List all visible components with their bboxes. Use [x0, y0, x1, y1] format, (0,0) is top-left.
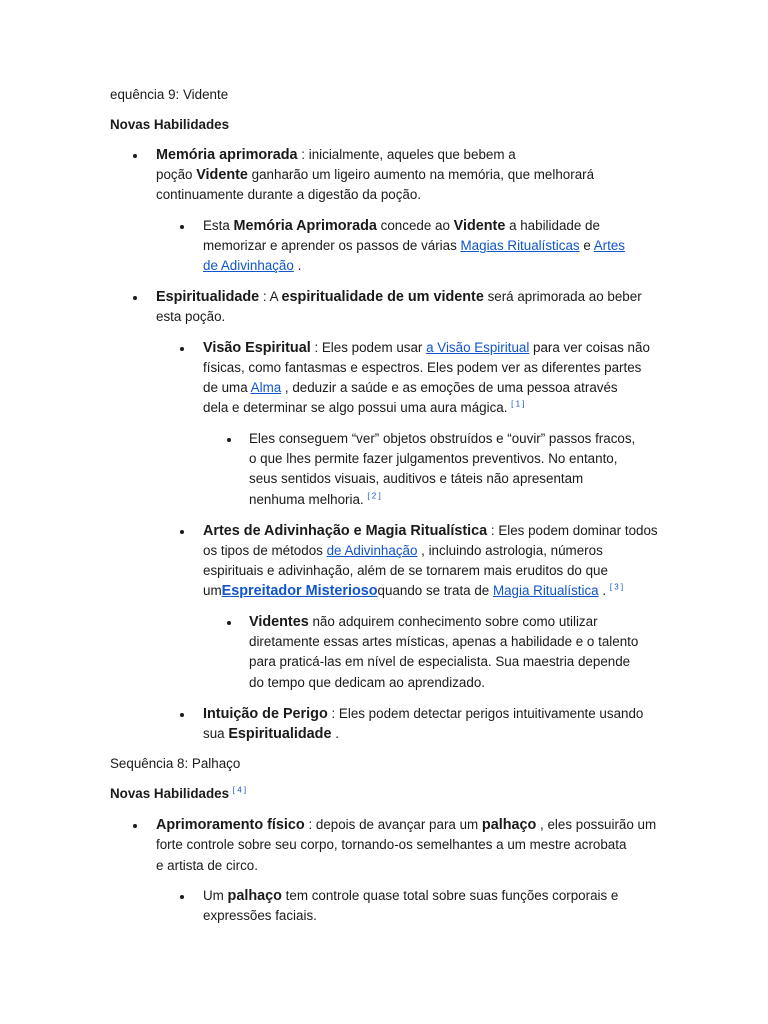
list-item-text: umEspreitador Misteriosoquando se trata de Magia Ritualística . [ 3 ]	[203, 582, 624, 599]
bullet-icon	[227, 438, 231, 442]
list-item-text: espirituais e adivinhação, além de se tornarem mais eruditos do que	[203, 563, 608, 578]
link-espreitador-misterioso[interactable]: Espreitador Misterioso	[221, 583, 378, 599]
list-item-text: diretamente essas artes místicas, apenas a habilidade e o talento	[249, 634, 639, 649]
list-item-text: do tempo que dedicam ao aprendizado.	[249, 675, 485, 690]
bullet-icon	[180, 713, 184, 717]
bullet-icon	[180, 895, 184, 899]
list-item-text: e artista de circo.	[156, 858, 258, 873]
list-item-text: dela e determinar se algo possui uma aura mágica. [ 1 ]	[203, 399, 525, 415]
list-item: Esta Memória Aprimorada concede ao Vidente a habilidade de	[203, 218, 600, 234]
bullet-icon	[180, 530, 184, 534]
bullet-icon	[180, 225, 184, 229]
list-item-text: poção Vidente ganharão um ligeiro aumento na memória, que melhorará	[156, 167, 595, 183]
link-artes-de-adivinhacao-cont[interactable]: de Adivinhação	[203, 258, 294, 273]
reference-link[interactable]: [ 1 ]	[511, 399, 525, 409]
list-item: Visão Espiritual : Eles podem usar a Visão Espiritual para ver coisas não	[203, 340, 650, 356]
list-item-text: seus sentidos visuais, auditivos e táteis não apresentam	[249, 471, 584, 486]
list-item-text: o que lhes permite fazer julgamentos preventivos. No entanto,	[249, 451, 618, 466]
reference-link[interactable]: [ 2 ]	[367, 491, 381, 501]
list-item: Eles conseguem “ver” objetos obstruídos e “ouvir” passos fracos,	[249, 431, 636, 446]
list-item-text: nenhuma melhoria. [ 2 ]	[249, 491, 381, 507]
link-alma[interactable]: Alma	[250, 380, 282, 395]
list-item: Intuição de Perigo : Eles podem detectar perigos intuitivamente usando	[203, 706, 644, 722]
section-title: Sequência 8: Palhaço	[110, 756, 241, 771]
link-visao-espiritual[interactable]: a Visão Espiritual	[426, 340, 530, 355]
bullet-icon	[133, 296, 137, 300]
list-item: Videntes não adquirem conhecimento sobre como utilizar	[249, 614, 598, 630]
section-heading: Novas Habilidades [ 4 ]	[110, 785, 247, 801]
list-item: Artes de Adivinhação e Magia Ritualística : Eles podem dominar todos	[203, 523, 658, 539]
list-item-text: expressões faciais.	[203, 908, 317, 923]
reference-link[interactable]: [ 4 ]	[232, 785, 247, 795]
list-item-text: de Adivinhação .	[203, 258, 302, 273]
list-item-text: de uma Alma , deduzir a saúde e as emoções de uma pessoa através	[203, 380, 618, 395]
list-item-text: esta poção.	[156, 309, 226, 324]
list-item-text: os tipos de métodos de Adivinhação , incluindo astrologia, números	[203, 543, 603, 558]
link-de-adivinhacao[interactable]: de Adivinhação	[326, 543, 418, 558]
list-item: Espiritualidade : A espiritualidade de um vidente será aprimorada ao beber	[156, 289, 642, 305]
bullet-icon	[180, 347, 184, 351]
list-item-text: sua Espiritualidade .	[203, 726, 339, 742]
link-magias-ritualisticas[interactable]: Magias Ritualísticas	[460, 238, 580, 253]
list-item: Um palhaço tem controle quase total sobre suas funções corporais e	[203, 888, 619, 904]
list-item-text: para praticá-las em nível de especialista. Sua maestria depende	[249, 654, 631, 669]
list-item-text: continuamente durante a digestão da poção.	[156, 187, 422, 202]
list-item-text: físicas, como fantasmas e espectros. Eles podem ver as diferentes partes	[203, 360, 642, 375]
list-item-text: memorizar e aprender os passos de várias Magias Ritualísticas e Artes	[203, 238, 626, 253]
list-item-text: forte controle sobre seu corpo, tornando-os semelhantes a um mestre acrobata	[156, 837, 627, 852]
link-artes-de-adivinhacao[interactable]: Artes	[593, 238, 626, 253]
reference-link[interactable]: [ 3 ]	[609, 582, 624, 592]
section-heading: Novas Habilidades	[110, 117, 230, 132]
section-title: equência 9: Vidente	[110, 87, 229, 102]
bullet-icon	[133, 824, 137, 828]
link-magia-ritualistica[interactable]: Magia Ritualística	[492, 583, 599, 598]
list-item: Memória aprimorada : inicialmente, aqueles que bebem a	[156, 147, 516, 163]
list-item: Aprimoramento físico : depois de avançar para um palhaço , eles possuirão um	[156, 817, 657, 833]
bullet-icon	[133, 154, 137, 158]
bullet-icon	[227, 621, 231, 625]
